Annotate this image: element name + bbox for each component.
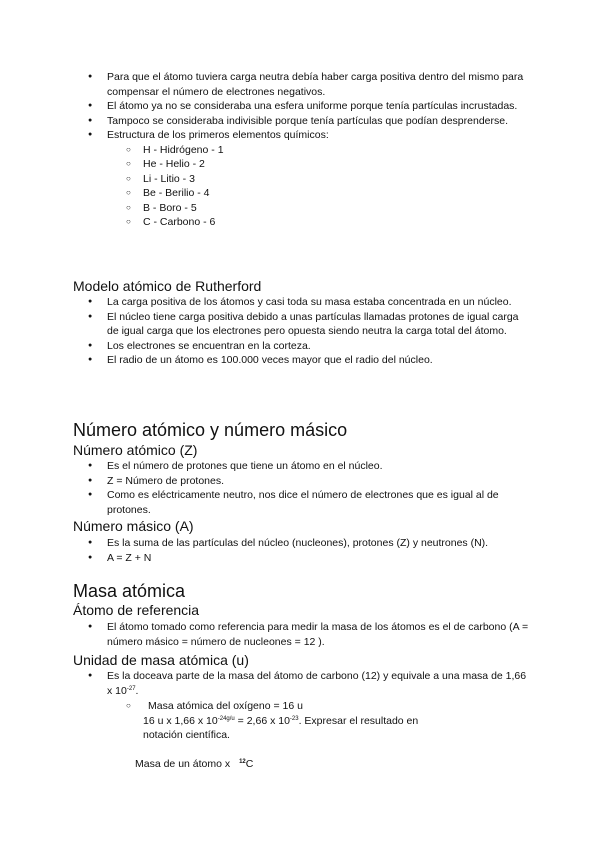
oxygen-calc-c: . Expresar el resultado en notación científica. xyxy=(143,714,419,741)
rutherford-list xyxy=(0,295,600,368)
numero-masico-list xyxy=(0,536,600,565)
referencia-list xyxy=(0,620,600,649)
numero-masico-heading: Número másico (A) xyxy=(73,518,194,534)
oxygen-calculation xyxy=(0,714,600,743)
oxygen-exp-2: -23 xyxy=(289,715,299,722)
list-item: ● Como es eléctricamente neutro, nos dice el número de electrones que es igual al de protones. xyxy=(0,488,600,517)
rutherford-heading: Modelo atómico de Rutherford xyxy=(73,278,262,294)
list-item: ● La carga positiva de los átomos y casi toda su masa estaba concentrada en un núcleo. xyxy=(0,295,600,310)
numero-atomico-heading: Número atómico (Z) xyxy=(73,442,198,458)
formula-text: Masa de un átomo x xyxy=(135,758,231,770)
list-item: ● Es el número de protones que tiene un átomo en el núcleo. xyxy=(0,459,600,474)
list-item: ● El átomo tomado como referencia para medir la masa de los átomos es el de carbono (A = número másico = número de nucleones = 12 ). xyxy=(0,620,600,649)
unidad-text: Es la doceava parte de la masa del átomo de carbono (12) y equivale a una masa de 1,66 x 10 xyxy=(107,670,527,697)
list-item: ● Los electrones se encuentran en la corteza. xyxy=(0,339,600,354)
element-item: ○ Be - Berilio - 4 xyxy=(0,186,600,201)
unidad-end: . xyxy=(135,684,139,697)
list-item: ● Estructura de los primeros elementos químicos: xyxy=(0,128,600,143)
unidad-heading: Unidad de masa atómica (u) xyxy=(73,652,249,668)
element-item: ○ H - Hidrógeno - 1 xyxy=(0,143,600,158)
formula-mass-number: 12 xyxy=(239,759,246,765)
element-item: ○ He - Helio - 2 xyxy=(0,157,600,172)
list-item: ● El átomo ya no se consideraba una esfera uniforme porque tenía partículas incrustadas. xyxy=(0,99,600,114)
element-item: ○ C - Carbono - 6 xyxy=(0,215,600,230)
numero-atomico-list xyxy=(0,459,600,517)
list-item: ● Tampoco se consideraba indivisible porque tenía partículas que podían desprenderse. xyxy=(0,114,600,129)
referencia-heading: Átomo de referencia xyxy=(73,602,200,618)
oxygen-item xyxy=(0,699,600,714)
numero-title: Número atómico y número másico xyxy=(73,420,348,440)
mass-formula xyxy=(0,757,600,772)
list-item: ● El núcleo tiene carga positiva debido a unas partículas llamadas protones de igual carga de igual carga que los electrones pero opuesta siendo neutra la carga total del átomo. xyxy=(0,310,600,339)
list-item: ● Para que el átomo tuviera carga neutra debía haber carga positiva dentro del mismo para compensar el número de electrones negativos. xyxy=(0,70,600,99)
list-item xyxy=(0,669,600,698)
list-item: ● El radio de un átomo es 100.000 veces mayor que el radio del núcleo. xyxy=(0,353,600,368)
oxygen-calc-a: 16 u x 1,66 x 10 xyxy=(143,714,218,727)
oxygen-exp-1: -24g/u xyxy=(217,715,235,722)
list-item: ● Z = Número de protones. xyxy=(0,474,600,489)
list-item: ● Es la suma de las partículas del núcleo (nucleones), protones (Z) y neutrones (N). xyxy=(0,536,600,551)
element-item: ○ B - Boro - 5 xyxy=(0,201,600,216)
list-item: ● A = Z + N xyxy=(0,551,600,566)
oxygen-line-1: Masa atómica del oxígeno = 16 u xyxy=(148,700,303,712)
formula-element: C xyxy=(245,758,254,770)
unidad-exponent: -27 xyxy=(126,685,136,692)
element-item: ○ Li - Litio - 3 xyxy=(0,172,600,187)
oxygen-calc-b: = 2,66 x 10 xyxy=(234,714,290,727)
masa-title: Masa atómica xyxy=(73,581,186,601)
intro-list xyxy=(0,70,600,230)
unidad-list xyxy=(0,669,600,743)
